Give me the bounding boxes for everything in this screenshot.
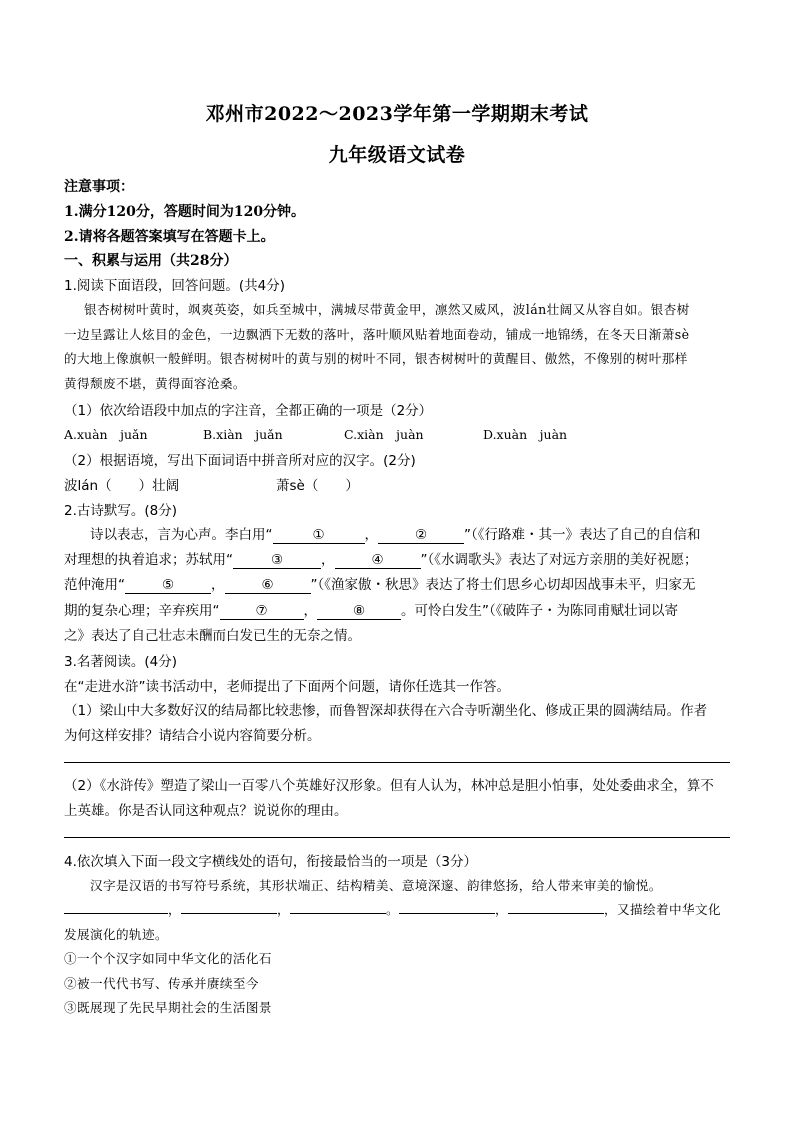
- q4-sep: ，: [277, 902, 290, 917]
- q1-passage-line: 一边呈露让人炫目的金色，一边飘洒下无数的落叶，落叶顺风贴着地面卷动，铺成一地锦绣，在冬天日渐萧sè: [64, 327, 690, 342]
- q1-passage-line: 的大地上像旗帜一般鲜明。银杏树树叶的黄与别的树叶不同，银杏树树叶的黄醒目、傲然，不像别的树叶那样: [64, 351, 688, 366]
- q4-item-2: ②被一代代书写、传承并赓续至今: [64, 976, 259, 991]
- q2-blank-4[interactable]: ④: [335, 553, 421, 569]
- q2-text: 对理想的执着追求；苏轼用“: [64, 552, 233, 568]
- q4-passage: 汉字是汉语的书写符号系统，其形状端正、结构精美、意境深邃、韵律悠扬，给人带来审美的愉悦。: [90, 878, 662, 893]
- q1-fill-a[interactable]: 波lán（ ）壮阔: [64, 478, 180, 494]
- q2-blank-7[interactable]: ⑦: [220, 604, 304, 620]
- q4-blank[interactable]: [181, 901, 277, 914]
- q2-comma: ，: [211, 577, 225, 593]
- q1-passage-line: 黄得颓废不堪，黄得面容沧桑。: [64, 376, 246, 391]
- q1-option-b[interactable]: B.xiàn juǎn: [203, 427, 283, 442]
- q2-comma: ，: [303, 603, 317, 619]
- q2-blank-8[interactable]: ⑧: [317, 604, 401, 620]
- q2-text: 期的复杂心理；辛弃疾用“: [64, 603, 220, 619]
- q1-sub1: （1）依次给语段中加点的字注音，全都正确的一项是（2分）: [64, 403, 433, 419]
- q2-comma: ，: [321, 552, 335, 568]
- q2-text: 诗以表志，言为心声。李白用“: [90, 527, 273, 543]
- q1-passage-line: 银杏树树叶黄时，飒爽英姿，如兵至城中，满城尽带黄金甲，凛然又威风，波lán壮阔又从容自如。银杏树: [84, 302, 690, 317]
- q1-option-d[interactable]: D.xuàn juàn: [483, 427, 568, 442]
- exam-title: 邓州市2022～2023学年第一学期期末考试: [205, 103, 589, 125]
- q4-line-3: 发展演化的轨迹。: [64, 927, 168, 942]
- q4-blank[interactable]: [399, 901, 495, 914]
- q2-text: ”（《水调歌头》表达了对远方亲朋的美好祝愿；: [420, 552, 698, 568]
- q1-sub2: （2）根据语境，写出下面词语中拼音所对应的汉字。(2分): [64, 453, 416, 469]
- q2-text: 范仲淹用“: [64, 577, 125, 593]
- q4-blank-line: [64, 899, 734, 918]
- notes-heading: 注意事项：: [64, 179, 134, 195]
- q3-sub2-line: （2）《水浒传》塑造了梁山一百零八个英雄好汉形象。但有人认为，林冲总是胆小怕事，处处委曲求全，算不: [64, 778, 714, 794]
- answer-line[interactable]: [64, 762, 730, 763]
- q2-text: ”（《渔家傲・秋思》表达了将士们思乡心切却因战事未平，归家无: [310, 577, 696, 593]
- q4-tail: ，又描绘着中华文化: [604, 902, 721, 917]
- q2-line-2: [64, 548, 734, 569]
- q2-text: 。可怜白发生”（《破阵子・为陈同甫赋壮词以寄: [401, 603, 678, 619]
- q2-line-1: [90, 523, 760, 544]
- q3-intro: 在“走进水浒”读书活动中，老师提出了下面两个问题，请你任选其一作答。: [64, 679, 510, 695]
- q3-sub2-line: 上英雄。你是否认同这种观点？说说你的理由。: [64, 803, 348, 819]
- q4-item-1: ①一个个汉字如同中华文化的活化石: [64, 951, 272, 966]
- q1-option-c[interactable]: C.xiàn juàn: [344, 427, 424, 442]
- q2-line-5: 之》表达了自己壮志未酬而白发已生的无奈之情。: [64, 628, 361, 644]
- q2-blank-1[interactable]: ①: [273, 528, 365, 544]
- q1-fill-b[interactable]: 萧sè（ ）: [276, 478, 359, 494]
- q4-sep: ，: [495, 902, 508, 917]
- notes-item-1: 1.满分120分，答题时间为120分钟。: [64, 204, 306, 220]
- q2-comma: ，: [364, 527, 378, 543]
- answer-line[interactable]: [64, 837, 730, 838]
- q2-blank-2[interactable]: ②: [378, 528, 464, 544]
- q4-sep: 。: [386, 902, 399, 917]
- exam-subtitle: 九年级语文试卷: [328, 144, 466, 166]
- q2-blank-3[interactable]: ③: [233, 553, 321, 569]
- q2-line-4: [64, 599, 734, 620]
- q4-blank[interactable]: [290, 901, 386, 914]
- section-heading: 一、积累与运用（共28分）: [64, 253, 238, 269]
- q2-blank-5[interactable]: ⑤: [125, 578, 211, 594]
- q4-blank[interactable]: [508, 901, 604, 914]
- q3-stem: 3.名著阅读。(4分): [64, 654, 178, 670]
- notes-item-2: 2.请将各题答案填写在答题卡上。: [64, 229, 275, 245]
- q1-stem: 1.阅读下面语段，回答问题。(共4分): [64, 278, 286, 294]
- q2-text: ”（《行路难・其一》表达了自己的自信和: [464, 527, 701, 543]
- q4-item-3: ③既展现了先民早期社会的生活图景: [64, 1000, 272, 1015]
- q2-blank-6[interactable]: ⑥: [225, 578, 311, 594]
- q4-sep: ，: [168, 902, 181, 917]
- q3-sub1-line: 为何这样安排？请结合小说内容简要分析。: [64, 728, 321, 744]
- q1-option-a[interactable]: A.xuàn juǎn: [64, 427, 148, 442]
- q2-line-3: [64, 573, 734, 594]
- q4-stem: 4.依次填入下面一段文字横线处的语句，衔接最恰当的一项是（3分）: [64, 854, 477, 870]
- q2-stem: 2.古诗默写。(8分): [64, 503, 178, 519]
- q3-sub1-line: （1）梁山中大多数好汉的结局都比较悲惨，而鲁智深却获得在六合寺听潮坐化、修成正果的圆满结局。作者: [64, 703, 708, 719]
- q4-blank[interactable]: [64, 901, 168, 914]
